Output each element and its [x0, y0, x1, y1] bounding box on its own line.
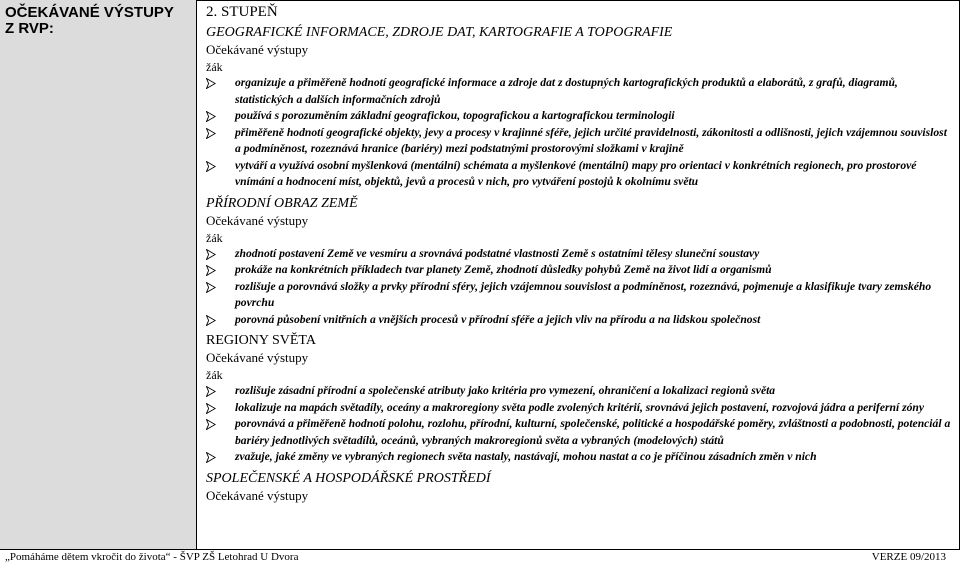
- section-subhead: Očekávané výstupy: [206, 487, 309, 503]
- list-item: [206, 75, 954, 108]
- sections-container: [206, 24, 954, 504]
- list-item-text: rozlišuje a porovnává složky a prvky přírodní sféry, jejich vzájemnou souvislost a podmíněnost, rozeznává, pojmenuje a klasifikuje tvary zemského povrchu: [235, 279, 932, 309]
- list-item: [206, 279, 954, 312]
- section-heading: REGIONY SVĚTA: [206, 333, 316, 348]
- outputs-list: [206, 383, 954, 466]
- list-item: [206, 449, 954, 466]
- content-column: [206, 4, 954, 504]
- list-item: [206, 383, 954, 400]
- arrow-bullet-icon: [206, 386, 216, 397]
- section-subhead: Očekávané výstupy: [206, 212, 309, 228]
- section: [206, 24, 954, 191]
- list-item: [206, 246, 954, 263]
- list-item: [206, 125, 954, 158]
- list-item-text: lokalizuje na mapách světadíly, oceány a makroregiony světa podle zvolených kritérií, srovnává jejich postavení, rozvojová jádra a periferní zóny: [235, 400, 925, 414]
- section-heading: SPOLEČENSKÉ A HOSPODÁŘSKÉ PROSTŘEDÍ: [206, 470, 491, 486]
- arrow-bullet-icon: [206, 78, 216, 89]
- section-heading: PŘÍRODNÍ OBRAZ ZEMĚ: [206, 195, 358, 211]
- left-title-line1: OČEKÁVANÉ VÝSTUPY: [5, 4, 174, 21]
- list-item-text: organizuje a přiměřeně hodnotí geografické informace a zdroje dat z dostupných kartografických produktů a elaborátů, z grafů, diagramů, statistických a dalších informačních zdrojů: [235, 76, 898, 106]
- list-item: [206, 108, 954, 125]
- arrow-bullet-icon: [206, 111, 216, 122]
- section-subhead: Očekávané výstupy: [206, 42, 309, 57]
- list-item: [206, 262, 954, 279]
- left-title-line2: Z RVP:: [5, 20, 54, 37]
- list-item: [206, 158, 954, 191]
- list-item: [206, 312, 954, 329]
- footer-version: VERZE 09/2013: [871, 551, 946, 563]
- grade-heading: 2. STUPEŇ: [206, 4, 278, 20]
- list-item-text: rozlišuje zásadní přírodní a společenské atributy jako kritéria pro vymezení, ohraničení a lokalizaci regionů světa: [235, 384, 776, 397]
- list-item-text: prokáže na konkrétních příkladech tvar planety Země, zhodnotí důsledky pohybů Země na život lidí a organismů: [235, 263, 772, 276]
- list-item-text: zvažuje, jaké změny ve vybraných regionech světa nastaly, nastávají, mohou nastat a co je příčinou zásadních změn v nich: [235, 450, 817, 463]
- arrow-bullet-icon: [206, 452, 216, 463]
- list-item-text: zhodnotí postavení Země ve vesmíru a srovnává podstatné vlastnosti Země s ostatními tělesy sluneční soustavy: [235, 246, 760, 260]
- list-item-text: porovnává a přiměřeně hodnotí polohu, rozlohu, přírodní, kulturní, společenské, politické a hospodářské poměry, zvláštnosti a podobnosti, potenciál a bariéry jednotlivých světadílů, oceánů, vybraných makroregionů světa a vybraných (modelových) států: [235, 417, 951, 447]
- list-item-text: porovná působení vnitřních a vnějších procesů v přírodní sféře a jejich vliv na přírodu a na lidskou společnost: [235, 312, 761, 326]
- arrow-bullet-icon: [206, 419, 216, 430]
- arrow-bullet-icon: [206, 161, 216, 172]
- section: [206, 332, 954, 466]
- section: [206, 470, 954, 504]
- left-column: [0, 0, 197, 549]
- list-item-text: používá s porozuměním základní geografickou, topografickou a kartografickou terminologii: [235, 109, 675, 122]
- list-item: [206, 400, 954, 417]
- list-item: [206, 416, 954, 449]
- section-pupil-label: žák: [206, 368, 223, 382]
- list-item-text: přiměřeně hodnotí geografické objekty, jevy a procesy v krajinné sféře, jejich určité pravidelnosti, zákonitosti a odlišnosti, jejich vzájemnou souvislost a podmíněnost, rozeznává hranice (bariéry) mezi podstatnými prostorovými složkami v krajině: [235, 125, 947, 155]
- arrow-bullet-icon: [206, 128, 216, 139]
- arrow-bullet-icon: [206, 249, 216, 260]
- section-pupil-label: žák: [206, 230, 223, 245]
- page-footer: [0, 550, 960, 566]
- section-heading: GEOGRAFICKÉ INFORMACE, ZDROJE DAT, KARTOGRAFIE A TOPOGRAFIE: [206, 25, 673, 40]
- footer-motto: „Pomáháme dětem vkročit do života“ - ŠVP ZŠ Letohrad U Dvora: [5, 551, 299, 563]
- arrow-bullet-icon: [206, 265, 216, 276]
- list-item-text: vytváří a využívá osobní myšlenková (mentální) schémata a myšlenkové (mentální) mapy pro orientaci v konkrétních regionech, pro prostorové vnímání a hodnocení míst, objektů, jevů a procesů v nich, pro vytváření postojů k okolnímu světu: [235, 158, 917, 188]
- arrow-bullet-icon: [206, 282, 216, 293]
- section-subhead: Očekávané výstupy: [206, 350, 309, 365]
- left-column-title: [5, 5, 195, 37]
- arrow-bullet-icon: [206, 403, 216, 414]
- section: [206, 195, 954, 329]
- arrow-bullet-icon: [206, 315, 216, 326]
- outputs-list: [206, 246, 954, 329]
- outputs-list: [206, 75, 954, 191]
- section-pupil-label: žák: [206, 60, 223, 74]
